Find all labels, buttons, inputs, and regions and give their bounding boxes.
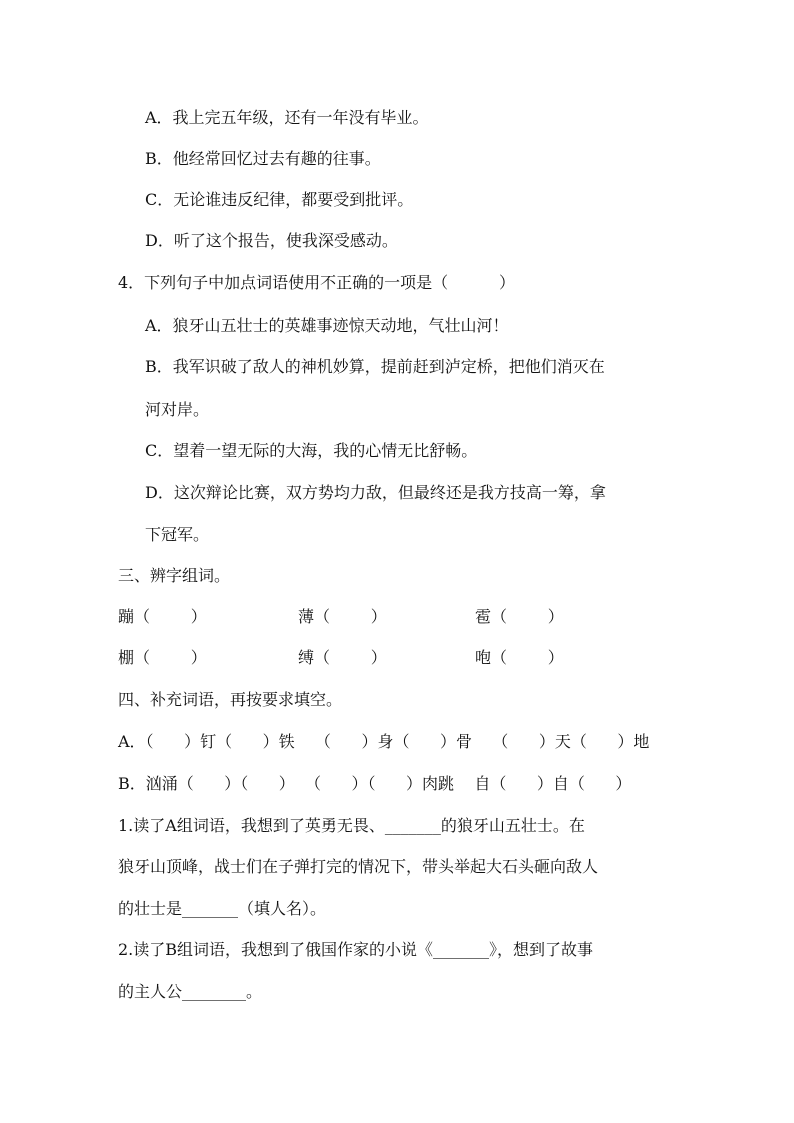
q4-option-b-line2: 河对岸。: [145, 400, 210, 419]
q4-option-c: C．望着一望无际的大海，我的心情无比舒畅。: [145, 441, 478, 460]
q4-option-a: A．狼牙山五壮士的英雄事迹惊天动地，气壮山河！: [145, 316, 509, 335]
section3-r2-c3: 咆（ ）: [475, 648, 564, 667]
section3-r2-c1: 棚（ ）: [118, 648, 207, 667]
section3-r1-c2: 薄（ ）: [298, 607, 387, 626]
q4-option-d-line2: 下冠军。: [145, 525, 210, 544]
section4-q2-line2: 的主人公________。: [118, 982, 263, 1001]
section4-q1-line1: 1.读了A组词语，我想到了英勇无畏、_______的狼牙山五壮士。在: [118, 816, 585, 835]
section4-group-b: B．汹涌（ ）（ ） （ ）（ ）肉跳 自（ ）自（ ）: [118, 774, 632, 793]
q3-option-c: C．无论谁违反纪律，都要受到批评。: [145, 190, 414, 209]
section3-r1-c1: 蹦（ ）: [118, 607, 207, 626]
section3-title: 三、辨字组词。: [118, 566, 231, 585]
section4-title: 四、补充词语，再按要求填空。: [118, 690, 343, 709]
section4-group-a: A．（ ）钉（ ）铁 （ ）身（ ）骨 （ ）天（ ）地: [118, 732, 650, 751]
section4-q1-line3: 的壮士是_______（填人名）。: [118, 899, 327, 918]
q3-option-a: A．我上完五年级，还有一年没有毕业。: [145, 108, 429, 127]
q3-option-d: D．听了这个报告，使我深受感动。: [145, 231, 398, 250]
section4-q2-line1: 2.读了B组词语，我想到了俄国作家的小说《_______》，想到了故事: [118, 940, 594, 959]
section3-r2-c2: 缚（ ）: [298, 648, 387, 667]
q4-option-b-line1: B．我军识破了敌人的神机妙算，提前赶到泸定桥，把他们消灭在: [145, 357, 605, 376]
section4-q1-line2: 狼牙山顶峰，战士们在子弹打完的情况下，带头举起大石头砸向敌人: [118, 857, 599, 876]
section3-r1-c3: 雹（ ）: [475, 607, 564, 626]
q4-option-d-line1: D．这次辩论比赛，双方势均力敌，但最终还是我方技高一筹，拿: [145, 483, 606, 502]
q3-option-b: B．他经常回忆过去有趣的往事。: [145, 149, 381, 168]
q4-stem: 4．下列句子中加点词语使用不正确的一项是（ ）: [118, 273, 516, 292]
